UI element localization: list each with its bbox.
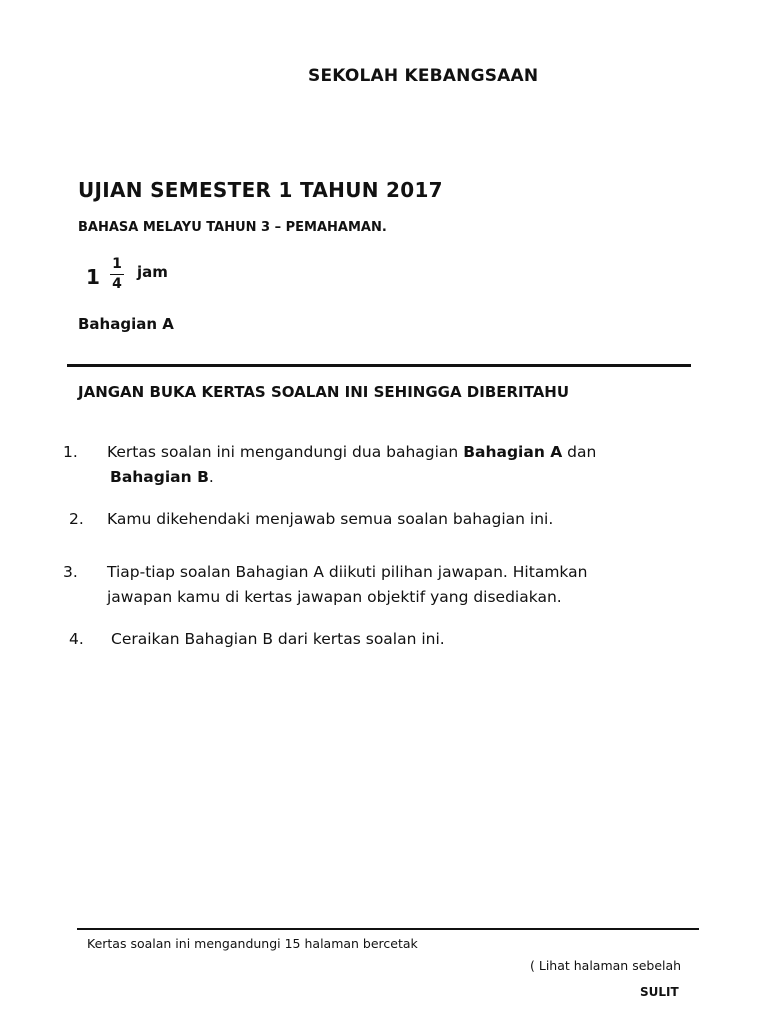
bottom-divider [77,928,699,930]
warning-notice: JANGAN BUKA KERTAS SOALAN INI SEHINGGA DIBERITAHU [78,383,570,401]
fraction-numerator: 1 [112,256,122,272]
duration-whole: 1 [86,265,100,289]
instruction-bold-part: Bahagian B [110,468,209,486]
duration-fraction [110,256,124,293]
instruction-bold-part: Bahagian A [463,443,563,461]
fraction-denominator: 4 [112,276,122,292]
instruction-text-continued [110,465,214,490]
school-name: SEKOLAH KEBANGSAAN [308,66,539,86]
instruction-text: Ceraikan Bahagian B dari kertas soalan ini. [111,630,445,648]
instruction-text: Tiap-tiap soalan Bahagian A diikuti pilihan jawapan. Hitamkan [107,563,588,581]
top-divider [67,364,691,367]
instruction-text-continued: jawapan kamu di kertas jawapan objektif yang disediakan. [107,588,562,606]
exam-title: UJIAN SEMESTER 1 TAHUN 2017 [78,178,443,202]
instruction-text-part: Kertas soalan ini mengandungi dua bahagian [107,443,464,461]
instruction-number: 4. [69,630,84,648]
instruction-number: 3. [63,563,78,581]
section-label: Bahagian A [78,315,174,333]
instruction-text [107,440,596,465]
instruction-number: 1. [63,443,78,461]
duration-unit: jam [137,263,168,281]
fraction-bar [110,274,124,275]
instruction-text-part: . [208,468,214,486]
page-count-note: Kertas soalan ini mengandungi 15 halaman bercetak [87,936,418,951]
instruction-number: 2. [69,510,84,528]
subject-line: BAHASA MELAYU TAHUN 3 – PEMAHAMAN. [78,220,387,235]
next-page-note: ( Lihat halaman sebelah [530,958,682,973]
classification-label: SULIT [640,985,679,999]
instruction-text: Kamu dikehendaki menjawab semua soalan bahagian ini. [107,510,554,528]
instruction-text-part: dan [562,443,597,461]
